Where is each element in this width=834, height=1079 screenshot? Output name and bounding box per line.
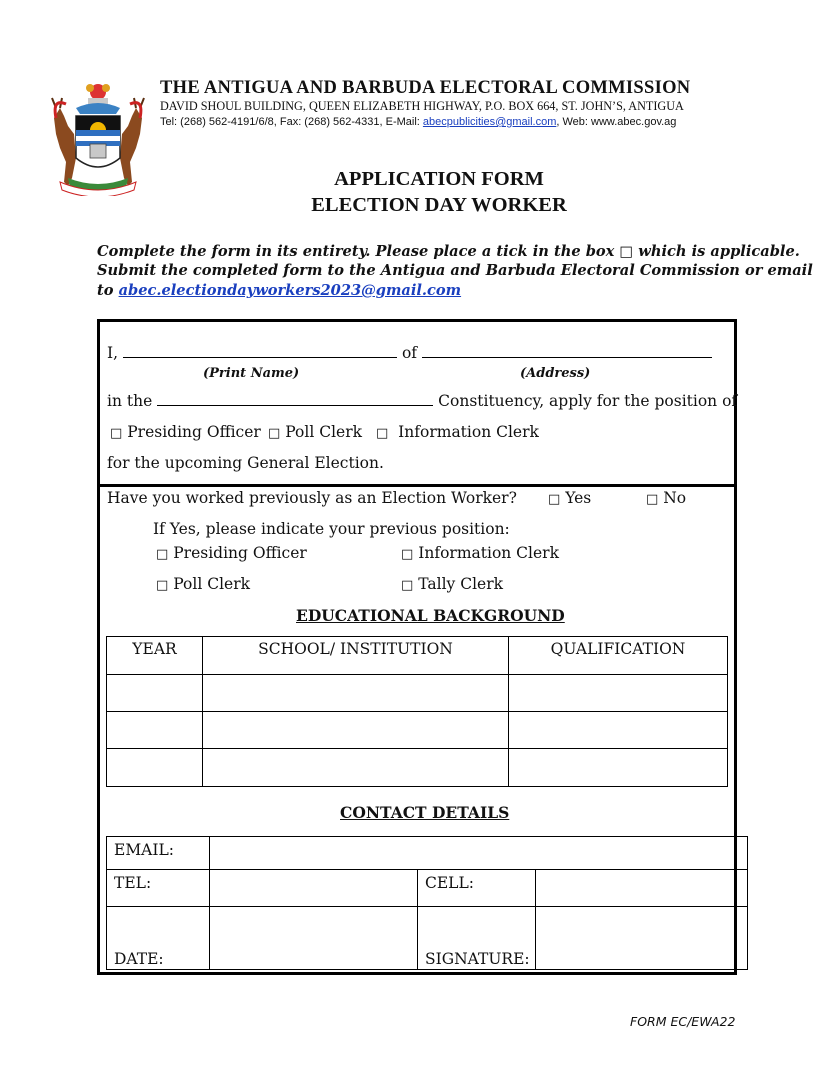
- table-row: [107, 749, 728, 787]
- col-qualification: QUALIFICATION: [509, 637, 728, 675]
- option-label: Information Clerk: [418, 544, 559, 562]
- print-name-caption: (Print Name): [203, 366, 300, 381]
- i-label: I,: [107, 344, 119, 362]
- prev-position-tally-clerk[interactable]: [401, 575, 503, 593]
- table-row: [107, 712, 728, 749]
- form-title-line2: ELECTION DAY WORKER: [311, 194, 567, 216]
- school-cell[interactable]: [203, 712, 509, 749]
- worked-previously-question: Have you worked previously as an Election Worker?: [107, 489, 517, 507]
- form-code: FORM EC/EWA22: [630, 1014, 736, 1029]
- no-label: No: [663, 489, 687, 507]
- instructions-line3: [97, 282, 461, 299]
- tel-row: [107, 870, 748, 907]
- contact-table: [106, 836, 748, 970]
- date-field[interactable]: [210, 907, 418, 970]
- web-text: , Web: www.abec.gov.ag: [556, 116, 677, 128]
- position-option-presiding[interactable]: [110, 423, 261, 441]
- prev-position-presiding[interactable]: [156, 544, 307, 562]
- submission-email-link[interactable]: abec.electiondayworkers2023@gmail.com: [118, 282, 462, 299]
- no-option[interactable]: [646, 489, 686, 507]
- checkbox-icon[interactable]: □: [548, 492, 561, 507]
- in-the-label: in the: [107, 392, 153, 410]
- qualification-cell[interactable]: [509, 712, 728, 749]
- table-header-row: [107, 637, 728, 675]
- prev-position-poll-clerk[interactable]: [156, 575, 250, 593]
- checkbox-icon[interactable]: □: [110, 426, 123, 441]
- checkbox-icon[interactable]: □: [646, 492, 659, 507]
- section-divider: [97, 484, 737, 487]
- position-option-poll-clerk[interactable]: [268, 423, 362, 441]
- applicant-line: [107, 344, 712, 362]
- tel-fax-text: Tel: (268) 562-4191/6/8, Fax: (268) 562-4331, E-Mail:: [160, 116, 423, 128]
- org-contact-line: [160, 116, 676, 128]
- constituency-line: [107, 392, 737, 410]
- address-field[interactable]: [422, 357, 712, 358]
- option-label: Presiding Officer: [127, 423, 261, 441]
- education-table: [106, 636, 728, 787]
- form-title-line1: APPLICATION FORM: [334, 168, 544, 190]
- option-label: Poll Clerk: [173, 575, 251, 593]
- school-cell[interactable]: [203, 749, 509, 787]
- educational-background-heading: EDUCATIONAL BACKGROUND: [296, 606, 565, 625]
- if-yes-text: If Yes, please indicate your previous position:: [153, 520, 510, 538]
- org-name: THE ANTIGUA AND BARBUDA ELECTORAL COMMISSION: [160, 78, 691, 98]
- col-school: SCHOOL/ INSTITUTION: [203, 637, 509, 675]
- of-label: of: [401, 344, 418, 362]
- org-email-link[interactable]: abecpublicities@gmail.com: [422, 116, 557, 128]
- year-cell[interactable]: [107, 712, 203, 749]
- address-caption: (Address): [520, 366, 591, 381]
- checkbox-icon[interactable]: □: [401, 578, 414, 593]
- table-row: [107, 675, 728, 712]
- yes-option[interactable]: [548, 489, 591, 507]
- constituency-field[interactable]: [157, 405, 433, 406]
- col-year: YEAR: [107, 637, 203, 675]
- option-label: Tally Clerk: [418, 575, 503, 593]
- qualification-cell[interactable]: [509, 749, 728, 787]
- date-row: [107, 907, 748, 970]
- upcoming-election-text: for the upcoming General Election.: [107, 454, 384, 472]
- instructions-line2: Submit the completed form to the Antigua and Barbuda Electoral Commission or email: [97, 262, 813, 279]
- cell-field[interactable]: [536, 870, 748, 907]
- print-name-field[interactable]: [123, 357, 397, 358]
- signature-label: SIGNATURE:: [418, 907, 536, 970]
- checkbox-icon[interactable]: □: [376, 426, 389, 441]
- position-option-info-clerk[interactable]: [376, 423, 539, 441]
- cell-label: CELL:: [418, 870, 536, 907]
- year-cell[interactable]: [107, 749, 203, 787]
- tel-field[interactable]: [210, 870, 418, 907]
- checkbox-icon[interactable]: □: [156, 547, 169, 562]
- instructions-to: to: [97, 282, 119, 299]
- option-label: Information Clerk: [398, 423, 539, 441]
- school-cell[interactable]: [203, 675, 509, 712]
- email-label: EMAIL:: [107, 837, 210, 870]
- prev-position-info-clerk[interactable]: [401, 544, 559, 562]
- checkbox-icon[interactable]: □: [268, 426, 281, 441]
- constituency-label: Constituency, apply for the position of: [438, 392, 738, 410]
- checkbox-icon[interactable]: □: [156, 578, 169, 593]
- date-label: DATE:: [107, 907, 210, 970]
- option-label: Poll Clerk: [285, 423, 363, 441]
- yes-label: Yes: [565, 489, 592, 507]
- checkbox-icon[interactable]: □: [401, 547, 414, 562]
- option-label: Presiding Officer: [173, 544, 307, 562]
- contact-details-heading: CONTACT DETAILS: [340, 803, 510, 822]
- email-field[interactable]: [210, 837, 748, 870]
- email-row: [107, 837, 748, 870]
- instructions-line1: Complete the form in its entirety. Please place a tick in the box □ which is applicable.: [97, 243, 800, 260]
- org-address: DAVID SHOUL BUILDING, QUEEN ELIZABETH HIGHWAY, P.O. BOX 664, ST. JOHN’S, ANTIGUA: [160, 99, 684, 113]
- year-cell[interactable]: [107, 675, 203, 712]
- tel-label: TEL:: [107, 870, 210, 907]
- signature-field[interactable]: [536, 907, 748, 970]
- qualification-cell[interactable]: [509, 675, 728, 712]
